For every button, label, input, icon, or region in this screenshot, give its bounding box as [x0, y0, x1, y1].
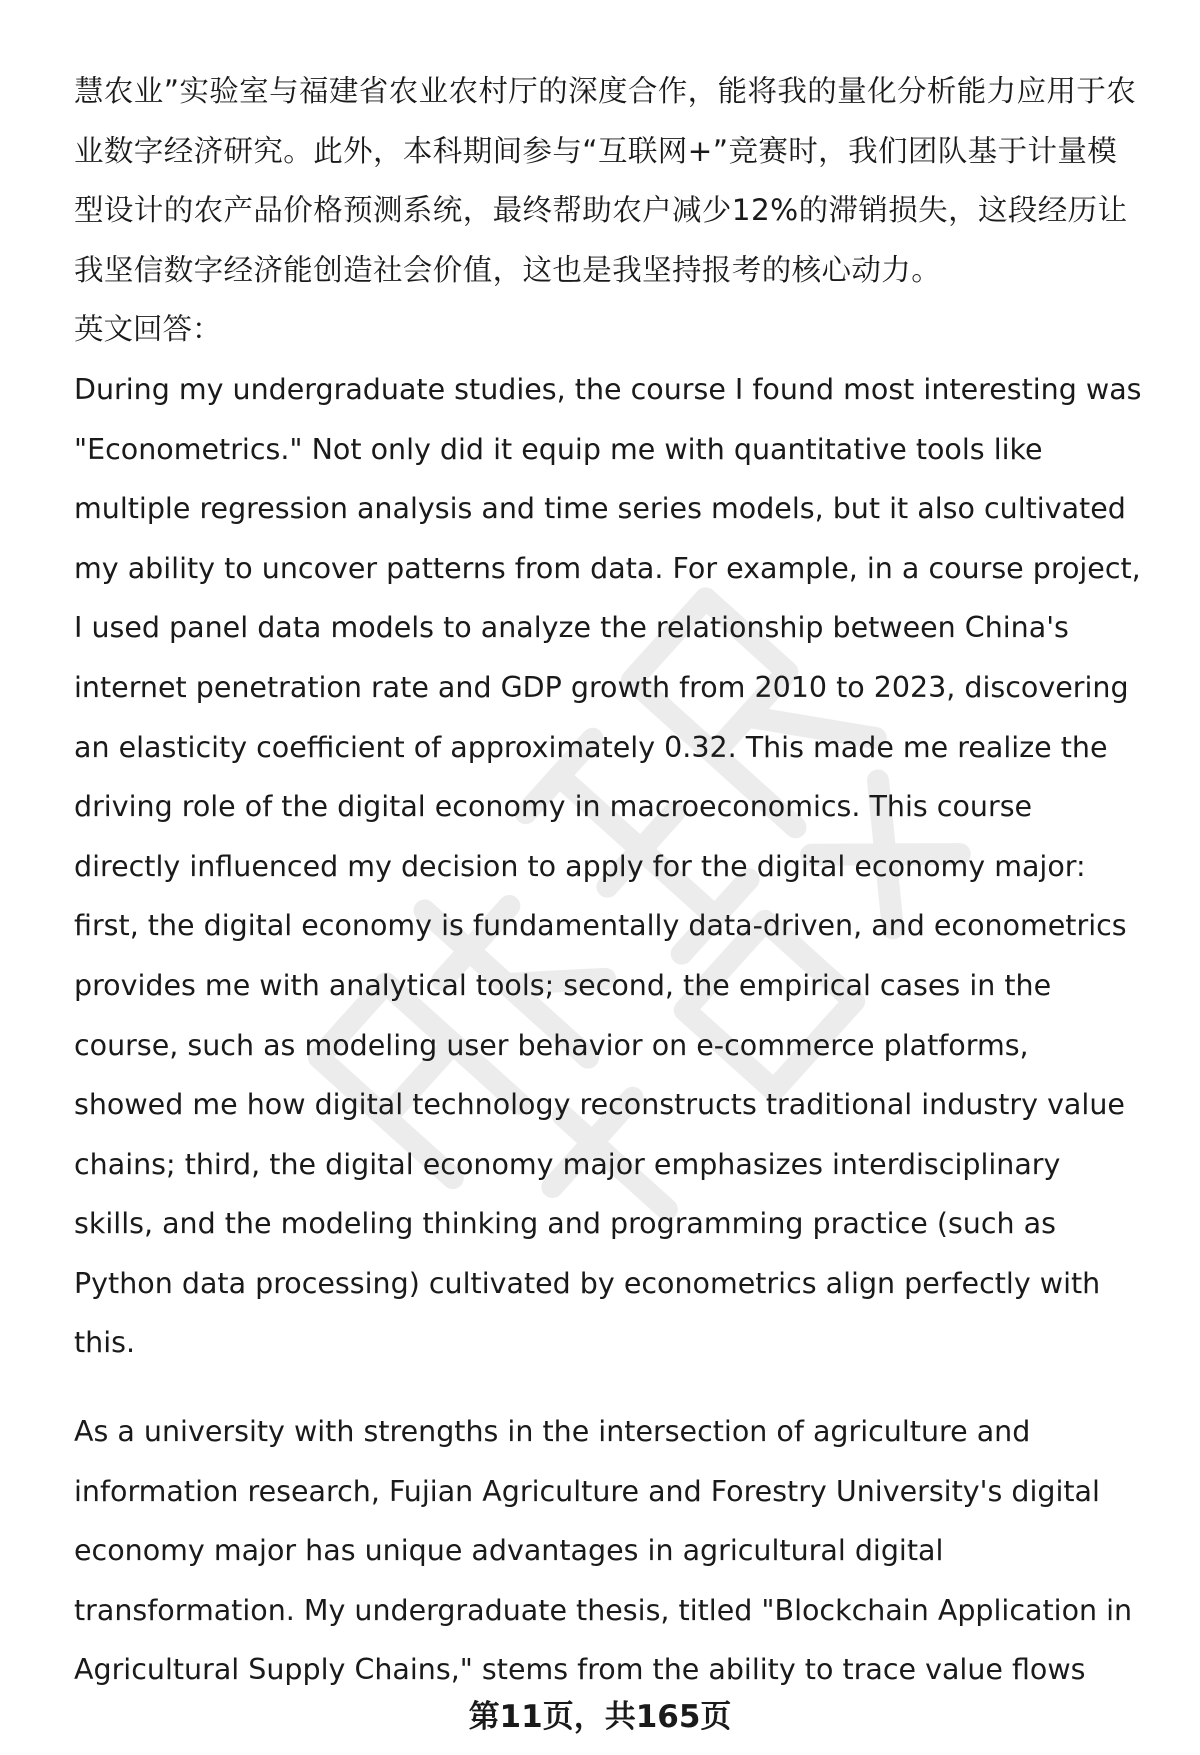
english-paragraph-2: As a university with strengths in the intersection of agriculture and information research, Fujian Agriculture and Forestry University's digital economy major has unique advantages in agricultural digital transformation. My undergraduate thesis, titled "Blockchain Application in Agricultural Supply Chains," stems from the ability to trace value flows — [74, 1415, 1133, 1687]
chinese-paragraph: 慧农业”实验室与福建省农业农村厅的深度合作，能将我的量化分析能力应用于农业数字经济研究。此外，本科期间参与“互联网+”竞赛时，我们团队基于计量模型设计的农产品价格预测系统，最终帮助农户减少12%的滞销损失，这段经历让我坚信数字经济能创造社会价值，这也是我坚持报考的核心动力。 — [74, 74, 1137, 287]
page-number-footer: 第11页，共165页 — [468, 1699, 732, 1735]
english-answer-label: 英文回答： — [74, 312, 222, 347]
document-body — [74, 62, 1144, 1700]
english-paragraph-1: During my undergraduate studies, the course I found most interesting was "Econometrics." Not only did it equip me with quantitative tools like multiple regression analysis and time series models, but it also cultivated my ability to uncover patterns from data. For example, in a course project, I used panel data models to analyze the relationship between China's internet penetration rate and GDP growth from 2010 to 2023, discovering an elasticity coefficient of approximately 0.32. This made me realize the driving role of the digital economy in macroeconomics. This course directly influenced my decision to apply for the digital economy major: first, the digital economy is fundamentally data-driven, and econometrics provides me with analytical tools; second, the empirical cases in the course, such as modeling user behavior on e-commerce platforms, showed me how digital technology reconstructs traditional industry value chains; third, the digital economy major emphasizes interdisciplinary skills, and the modeling thinking and programming practice (such as Python data processing) cultivated by econometrics align perfectly with this. — [74, 372, 1142, 1360]
